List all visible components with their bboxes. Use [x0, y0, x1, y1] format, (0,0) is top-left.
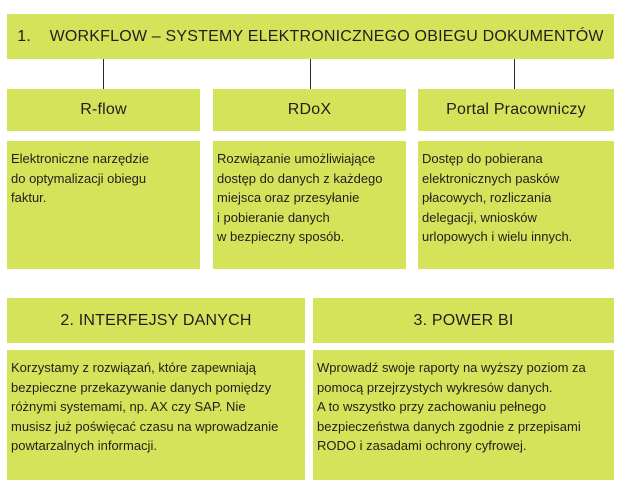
- rdox-title: RDoX: [287, 101, 332, 118]
- rdox-title-box: [213, 89, 406, 131]
- powerbi-description-box: [313, 350, 614, 480]
- powerbi-title: 3. POWER BI: [413, 311, 514, 329]
- portal-title: Portal Pracowniczy: [446, 101, 586, 118]
- powerbi-title-box: [313, 298, 614, 343]
- rdox-description-box: [213, 141, 406, 269]
- rflow-description-box: [7, 141, 200, 269]
- workflow-header-title: 1. WORKFLOW – SYSTEMY ELEKTRONICZNEGO OBIEGU DOKUMENTÓW: [17, 27, 604, 45]
- workflow-header: [7, 14, 614, 59]
- interfejsy-description: Korzystamy z rozwiązań, które zapewniają bezpieczne przekazywanie danych pomiędzy różnymi systemami, np. AX czy SAP. Nie musisz już poświęcać czasu na wprowadzanie powtarzalnych informacji.: [11, 360, 279, 453]
- rflow-title-box: [7, 89, 200, 131]
- portal-description: Dostęp do pobierana elektronicznych pasków płacowych, rozliczania delegacji, wniosków urlopowych i wielu innych.: [422, 151, 573, 244]
- connector-rflow: [103, 59, 104, 89]
- rflow-description: Elektroniczne narzędzie do optymalizacji obiegu faktur.: [11, 151, 150, 205]
- portal-description-box: [418, 141, 614, 269]
- interfejsy-title: 2. INTERFEJSY DANYCH: [60, 311, 252, 329]
- portal-title-box: [418, 89, 614, 131]
- interfejsy-title-box: [7, 298, 305, 343]
- powerbi-description: Wprowadź swoje raporty na wyższy poziom za pomocą przejrzystych wykresów danych. A to wszystko przy zachowaniu pełnego bezpieczeństwa danych zgodnie z przepisami RODO i zasadami ochrony cyfrowej.: [317, 360, 586, 453]
- interfejsy-description-box: [7, 350, 305, 480]
- rdox-description: Rozwiązanie umożliwiające dostęp do danych z każdego miejsca oraz przesyłanie i pobieranie danych w bezpieczny sposób.: [217, 151, 383, 244]
- rflow-title: R-flow: [80, 101, 127, 118]
- connector-portal: [514, 59, 515, 89]
- connector-rdox: [310, 59, 311, 89]
